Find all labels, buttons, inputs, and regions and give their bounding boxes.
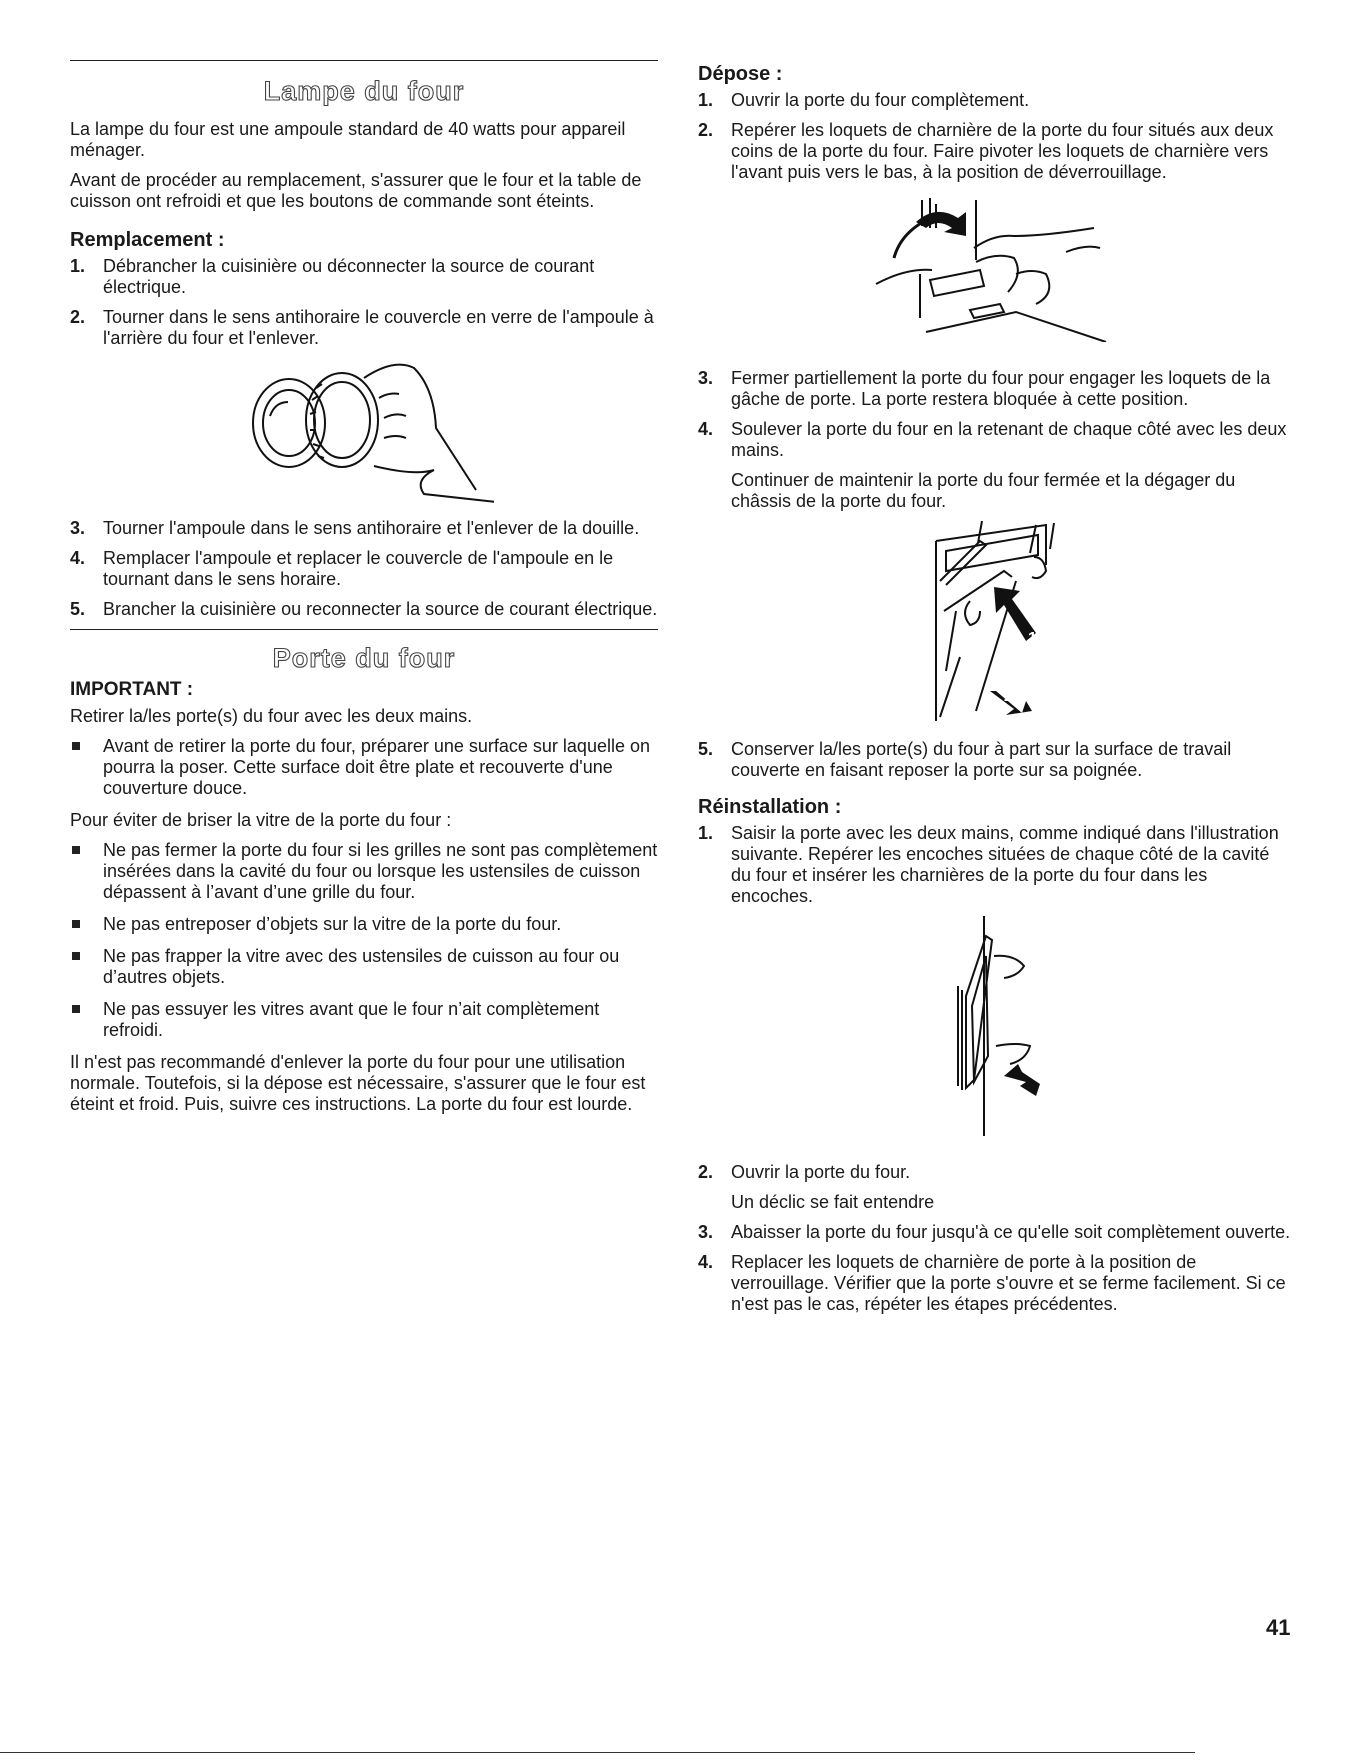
important-heading: IMPORTANT : — [70, 679, 194, 700]
list-item: 4. Replacer les loquets de charnière de porte à la position de verrouillage. Vérifier que la porte s'ouvre et se ferme facilement. Si ce n'est pas le cas, répéter les étapes précédentes. — [698, 1252, 1286, 1314]
door-section-title: Porte du four — [272, 643, 456, 673]
lamp-intro: La lampe du four est une ampoule standard de 40 watts pour appareil ménager. — [70, 119, 626, 160]
lamp-steps-a — [70, 256, 658, 349]
reinstall-steps-a — [698, 823, 1293, 907]
step-2-label: 2 — [1003, 688, 1012, 704]
bullet-icon — [72, 742, 80, 750]
list-item: Avant de retirer la porte du four, préparer une surface sur laquelle on pourra la poser. Cette surface doit être plate et recouverte d'une couverture douce. — [70, 736, 658, 799]
door-intro: Retirer la/les porte(s) du four avec les deux mains. — [70, 706, 473, 726]
bullet-icon — [72, 920, 80, 928]
list-item: 2. Ouvrir la porte du four. Un déclic se fait entendre — [698, 1162, 935, 1212]
bullet-icon — [72, 1005, 80, 1013]
list-item: 3. Abaisser la porte du four jusqu'à ce qu'elle soit complètement ouverte. — [698, 1222, 1291, 1242]
removal-steps-c — [698, 739, 1293, 781]
list-item: 4. Soulever la porte du four en la retenant de chaque côté avec les deux mains. Continuer de maintenir la porte du four fermée et la dégager du châssis de la porte du four. — [698, 419, 1287, 511]
step-1-label: 1 — [1027, 630, 1037, 647]
lamp-warning: Avant de procéder au remplacement, s'assurer que le four et la table de cuisson ont refroidi et que les boutons de commande sont éteints. — [70, 170, 642, 211]
door-glass-intro: Pour éviter de briser la vitre de la porte du four : — [70, 810, 452, 830]
insert-arrow-icon — [1004, 1064, 1040, 1096]
list-item: Ne pas fermer la porte du four si les grilles ne sont pas complètement insérées dans la cavité du four ou lorsque les ustensiles de cuisson dépassent à l’avant d’une grille du four. — [70, 840, 658, 903]
list-item: Ne pas frapper la vitre avec des ustensiles de cuisson au four ou d’autres objets. — [70, 946, 658, 988]
reinstall-heading: Réinstallation : — [698, 796, 842, 818]
door-lift-illustration — [916, 521, 1076, 721]
list-item: 3. Tourner l'ampoule dans le sens antihoraire et l'enlever de la douille. — [70, 518, 640, 538]
list-item: 1. Débrancher la cuisinière ou déconnecter la source de courant électrique. — [70, 256, 595, 297]
door-reinstall-illustration — [936, 916, 1056, 1136]
removal-steps-a — [698, 90, 1293, 183]
section-rule — [70, 60, 658, 61]
reinstall-steps-b — [698, 1162, 1293, 1315]
list-item: 1. Ouvrir la porte du four complètement. — [698, 90, 1030, 110]
lamp-steps-b — [70, 518, 658, 620]
hinge-latch-illustration — [866, 192, 1126, 342]
bulb-cover-illustration — [234, 358, 494, 508]
lamp-section-title: Lampe du four — [263, 76, 465, 106]
list-item: 2. Tourner dans le sens antihoraire le couvercle en verre de l'ampoule à l'arrière du four et l'enlever. — [70, 307, 654, 348]
list-item: 3. Fermer partiellement la porte du four pour engager les loquets de la gâche de porte. La porte restera bloquée à cette position. — [698, 368, 1271, 409]
section-rule — [70, 629, 658, 630]
door-bullets-b — [70, 840, 658, 1041]
bullet-icon — [72, 846, 80, 854]
bottom-rule — [0, 1752, 1195, 1753]
bullet-icon — [72, 952, 80, 960]
list-item: 1. Saisir la porte avec les deux mains, comme indiqué dans l'illustration suivante. Repérer les encoches situées de chaque côté de la cavité du four et insérer les charnières de la porte du four dans les encoches. — [698, 823, 1279, 906]
right-column — [698, 62, 1293, 1324]
rotate-arrow-icon — [916, 212, 966, 236]
door-bullets-a — [70, 736, 658, 799]
list-item: Ne pas entreposer d’objets sur la vitre de la porte du four. — [70, 914, 658, 935]
page-number: 41 — [1266, 1615, 1291, 1640]
list-item: 5. Conserver la/les porte(s) du four à part sur la surface de travail couverte en faisant reposer la porte sur sa poignée. — [698, 739, 1232, 780]
list-item: 4. Remplacer l'ampoule et replacer le couvercle de l'ampoule en le tournant dans le sens horaire. — [70, 548, 614, 589]
list-item: 2. Repérer les loquets de charnière de la porte du four situés aux deux coins de la porte du four. Faire pivoter les loquets de charnière vers l'avant puis vers le bas, à la position de déverrouillage. — [698, 120, 1274, 182]
replace-heading: Remplacement : — [70, 229, 225, 251]
removal-heading: Dépose : — [698, 63, 783, 85]
list-item: 5. Brancher la cuisinière ou reconnecter la source de courant électrique. — [70, 599, 658, 619]
removal-steps-b — [698, 368, 1293, 512]
left-column — [70, 60, 658, 1124]
list-item: Ne pas essuyer les vitres avant que le four n’ait complètement refroidi. — [70, 999, 658, 1041]
door-removal-note: Il n'est pas recommandé d'enlever la porte du four pour une utilisation normale. Toutefois, si la dépose est nécessaire, s'assurer que le four est éteint et froid. Puis, suivre ces instructions. La porte du four est lourde. — [70, 1052, 646, 1114]
